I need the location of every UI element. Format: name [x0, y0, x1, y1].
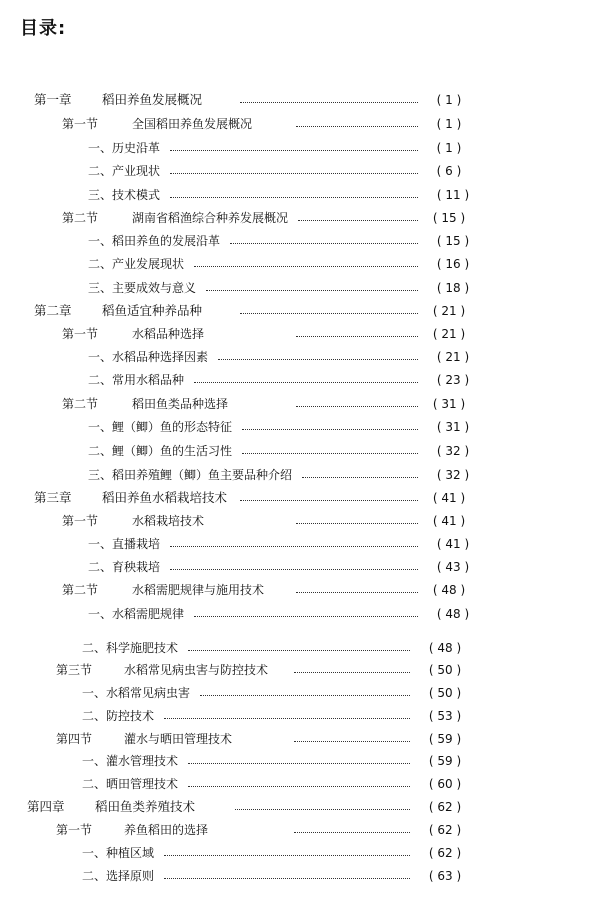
- dot-leader: [206, 290, 418, 291]
- toc-entry-page: ( 41 ): [436, 537, 470, 551]
- toc-entry: [0, 370, 593, 390]
- toc-entry: [0, 638, 593, 658]
- dot-leader: [170, 150, 418, 151]
- dot-leader: [194, 616, 418, 617]
- toc-entry: [0, 797, 593, 817]
- toc-entry-label: 第四节: [56, 732, 93, 746]
- dot-leader: [170, 173, 418, 174]
- toc-entry-page: ( 32 ): [436, 444, 470, 458]
- toc-entry-title: 一、水稻品种选择因素: [88, 350, 209, 364]
- toc-entry-page: ( 62 ): [428, 823, 462, 837]
- toc-entry-title: 一、灌水管理技术: [82, 754, 179, 768]
- dot-leader: [170, 569, 418, 570]
- dot-leader: [296, 406, 418, 407]
- toc-entry-title: 灌水与晒田管理技术: [124, 732, 233, 746]
- toc-entry-page: ( 59 ): [428, 754, 462, 768]
- toc-entry: [0, 114, 593, 134]
- toc-entry-page: ( 43 ): [436, 560, 470, 574]
- toc-entry-label: 第二节: [62, 583, 99, 597]
- toc-entry: [0, 866, 593, 886]
- dot-leader: [242, 453, 418, 454]
- toc-entry-title: 二、鲤（鲫）鱼的生活习性: [88, 444, 233, 458]
- toc-entry: [0, 208, 593, 228]
- dot-leader: [296, 126, 418, 127]
- dot-leader: [302, 477, 418, 478]
- toc-entry: [0, 511, 593, 531]
- toc-entry-page: ( 41 ): [432, 514, 466, 528]
- dot-leader: [218, 359, 418, 360]
- toc-entry-page: ( 16 ): [436, 257, 470, 271]
- toc-entry: [0, 580, 593, 600]
- dot-leader: [298, 220, 418, 221]
- toc-entry-label: 第三章: [34, 490, 72, 505]
- toc-entry-page: ( 1 ): [436, 93, 462, 107]
- toc-entry-title: 二、晒田管理技术: [82, 777, 179, 791]
- toc-entry: [0, 534, 593, 554]
- toc-entry: [0, 660, 593, 680]
- toc-entry: [0, 729, 593, 749]
- toc-entry: [0, 161, 593, 181]
- toc-entry-title: 一、稻田养鱼的发展沿革: [88, 234, 221, 248]
- dot-leader: [170, 197, 418, 198]
- toc-entry: [0, 138, 593, 158]
- dot-leader: [294, 832, 410, 833]
- toc-entry: [0, 394, 593, 414]
- toc-entry-page: ( 18 ): [436, 281, 470, 295]
- toc-entry-page: ( 31 ): [432, 397, 466, 411]
- toc-entry-label: 第一节: [62, 514, 99, 528]
- toc-entry: [0, 843, 593, 863]
- dot-leader: [164, 855, 410, 856]
- dot-leader: [194, 382, 418, 383]
- toc-entry-title: 一、鲤（鲫）鱼的形态特征: [88, 420, 233, 434]
- toc-entry-title: 二、育秧栽培: [88, 560, 161, 574]
- toc-entry-page: ( 63 ): [428, 869, 462, 883]
- toc-entry-page: ( 50 ): [428, 686, 462, 700]
- toc-entry: [0, 604, 593, 624]
- toc-entry-page: ( 60 ): [428, 777, 462, 791]
- dot-leader: [164, 718, 410, 719]
- dot-leader: [230, 243, 418, 244]
- toc-entry: [0, 820, 593, 840]
- toc-entry-label: 第二节: [62, 397, 99, 411]
- toc-entry-title: 一、种植区域: [82, 846, 155, 860]
- toc-entry-label: 第四章: [27, 799, 65, 814]
- dot-leader: [188, 650, 410, 651]
- toc-entry: [0, 417, 593, 437]
- toc-entry-label: 第二章: [34, 303, 72, 318]
- toc-entry-page: ( 1 ): [436, 141, 462, 155]
- toc-entry-page: ( 21 ): [436, 350, 470, 364]
- toc-entry: [0, 231, 593, 251]
- dot-leader: [240, 500, 418, 501]
- dot-leader: [200, 695, 410, 696]
- toc-entry-title: 水稻常见病虫害与防控技术: [124, 663, 269, 677]
- toc-entry-title: 二、产业现状: [88, 164, 161, 178]
- toc-entry: [0, 706, 593, 726]
- toc-heading: 目录:: [20, 18, 67, 39]
- toc-entry-title: 二、产业发展现状: [88, 257, 185, 271]
- toc-entry: [0, 90, 593, 110]
- dot-leader: [296, 592, 418, 593]
- toc-entry-label: 第三节: [56, 663, 93, 677]
- toc-entry-label: 第二节: [62, 211, 99, 225]
- dot-leader: [170, 546, 418, 547]
- toc-entry-title: 一、水稻常见病虫害: [82, 686, 191, 700]
- toc-entry-title: 三、主要成效与意义: [88, 281, 197, 295]
- toc-entry: [0, 488, 593, 508]
- toc-entry-page: ( 53 ): [428, 709, 462, 723]
- toc-entry-page: ( 1 ): [436, 117, 462, 131]
- toc-entry-page: ( 59 ): [428, 732, 462, 746]
- toc-entry-page: ( 50 ): [428, 663, 462, 677]
- toc-entry-title: 三、稻田养殖鲤（鲫）鱼主要品种介绍: [88, 468, 293, 482]
- toc-entry-page: ( 31 ): [436, 420, 470, 434]
- toc-entry-title: 稻田鱼类养殖技术: [95, 799, 196, 814]
- toc-entry-page: ( 32 ): [436, 468, 470, 482]
- toc-entry-title: 湖南省稻渔综合种养发展概况: [132, 211, 289, 225]
- toc-entry-title: 养鱼稻田的选择: [124, 823, 209, 837]
- toc-entry: [0, 465, 593, 485]
- toc-entry-page: ( 23 ): [436, 373, 470, 387]
- toc-entry: [0, 751, 593, 771]
- dot-leader: [242, 429, 418, 430]
- toc-entry: [0, 324, 593, 344]
- toc-entry-title: 二、科学施肥技术: [82, 641, 179, 655]
- toc-entry-title: 一、直播栽培: [88, 537, 161, 551]
- toc-entry: [0, 254, 593, 274]
- toc-entry-page: ( 62 ): [428, 800, 462, 814]
- toc-entry: [0, 683, 593, 703]
- toc-entry: [0, 347, 593, 367]
- toc-entry-title: 水稻需肥规律与施用技术: [132, 583, 265, 597]
- toc-entry-page: ( 21 ): [432, 304, 466, 318]
- toc-entry-title: 水稻栽培技术: [132, 514, 205, 528]
- toc-entry: [0, 774, 593, 794]
- toc-entry-title: 一、水稻需肥规律: [88, 607, 185, 621]
- dot-leader: [194, 266, 418, 267]
- toc-entry-label: 第一节: [56, 823, 93, 837]
- toc-entry-label: 第一章: [34, 92, 72, 107]
- dot-leader: [240, 313, 418, 314]
- toc-entry-page: ( 48 ): [428, 641, 462, 655]
- toc-entry-page: ( 15 ): [436, 234, 470, 248]
- toc-entry: [0, 185, 593, 205]
- toc-entry-title: 三、技术模式: [88, 188, 161, 202]
- dot-leader: [164, 878, 410, 879]
- toc-entry-label: 第一节: [62, 117, 99, 131]
- dot-leader: [296, 336, 418, 337]
- toc-entry-title: 稻田鱼类品种选择: [132, 397, 229, 411]
- toc-entry-title: 二、常用水稻品种: [88, 373, 185, 387]
- toc-entry-title: 稻田养鱼发展概况: [102, 92, 203, 107]
- toc-entry: [0, 441, 593, 461]
- toc-entry-page: ( 41 ): [432, 491, 466, 505]
- toc-entry-page: ( 6 ): [436, 164, 462, 178]
- toc-entry-page: ( 15 ): [432, 211, 466, 225]
- toc-entry-title: 水稻品种选择: [132, 327, 205, 341]
- dot-leader: [294, 672, 410, 673]
- toc-entry-title: 稻鱼适宜种养品种: [102, 303, 203, 318]
- toc-entry-title: 一、历史沿革: [88, 141, 161, 155]
- toc-entry-page: ( 11 ): [436, 188, 470, 202]
- toc-entry-page: ( 62 ): [428, 846, 462, 860]
- toc-entry-title: 二、选择原则: [82, 869, 155, 883]
- toc-entry-page: ( 48 ): [432, 583, 466, 597]
- dot-leader: [240, 102, 418, 103]
- toc-entry-page: ( 21 ): [432, 327, 466, 341]
- dot-leader: [294, 741, 410, 742]
- toc-entry-page: ( 48 ): [436, 607, 470, 621]
- dot-leader: [188, 786, 410, 787]
- toc-entry-title: 稻田养鱼水稻栽培技术: [102, 490, 228, 505]
- toc-entry-title: 二、防控技术: [82, 709, 155, 723]
- dot-leader: [188, 763, 410, 764]
- dot-leader: [235, 809, 410, 810]
- toc-entry-label: 第一节: [62, 327, 99, 341]
- toc-entry: [0, 278, 593, 298]
- dot-leader: [296, 523, 418, 524]
- toc-entry-title: 全国稻田养鱼发展概况: [132, 117, 253, 131]
- toc-entry: [0, 301, 593, 321]
- toc-entry: [0, 557, 593, 577]
